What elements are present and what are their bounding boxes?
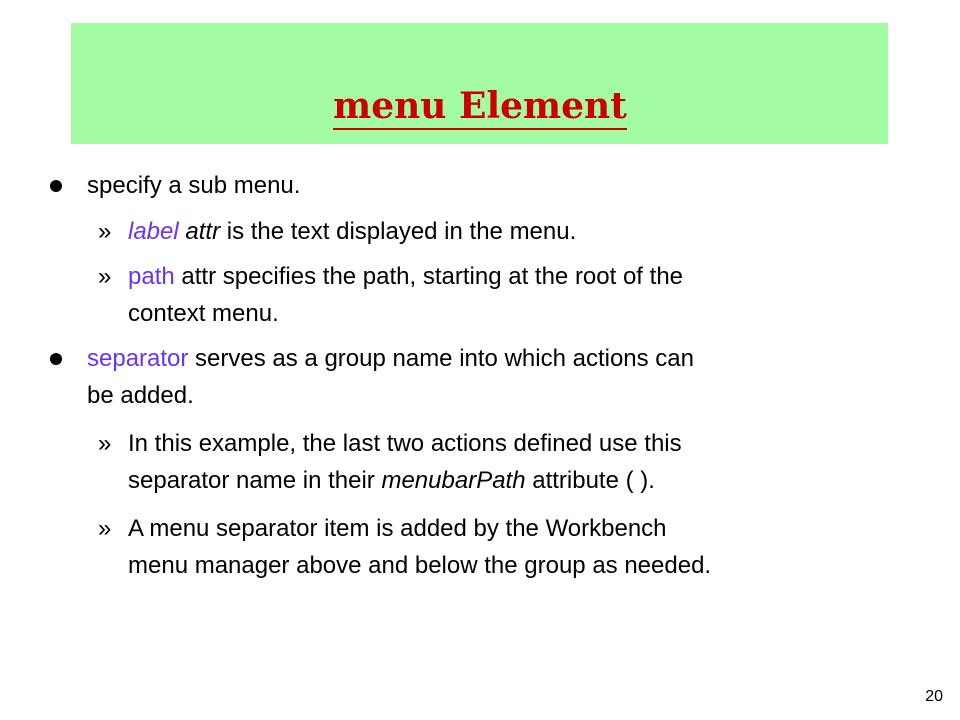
bullet-2-line2: be added. — [87, 382, 194, 409]
sub-marker-icon: » — [98, 218, 112, 245]
page-number: 20 — [925, 688, 943, 705]
sub-marker-icon: » — [98, 430, 112, 457]
sub-1-2-line2: context menu. — [128, 300, 279, 327]
sub-marker-icon: » — [98, 263, 112, 290]
sub-2-2-line2: menu manager above and below the group as needed. — [128, 552, 712, 579]
sub-1-1: label attr is the text displayed in the menu. — [128, 218, 577, 245]
sub-2-2-line1: A menu separator item is added by the Workbench — [128, 515, 667, 542]
bullet-2-line1: separator serves as a group name into which actions can — [87, 345, 694, 372]
sub-1-2-line1: path attr specifies the path, starting at the root of the — [128, 263, 684, 290]
bullet-icon — [50, 353, 62, 365]
sub-2-1-line1: In this example, the last two actions defined use this — [128, 430, 682, 457]
slide-title: menu Element — [0, 84, 960, 130]
sub-marker-icon: » — [98, 515, 112, 542]
sub-2-1-line2: separator name in their menubarPath attribute ( ). — [128, 467, 655, 494]
bullet-1-text: specify a sub menu. — [87, 172, 301, 199]
bullet-icon — [50, 180, 62, 192]
